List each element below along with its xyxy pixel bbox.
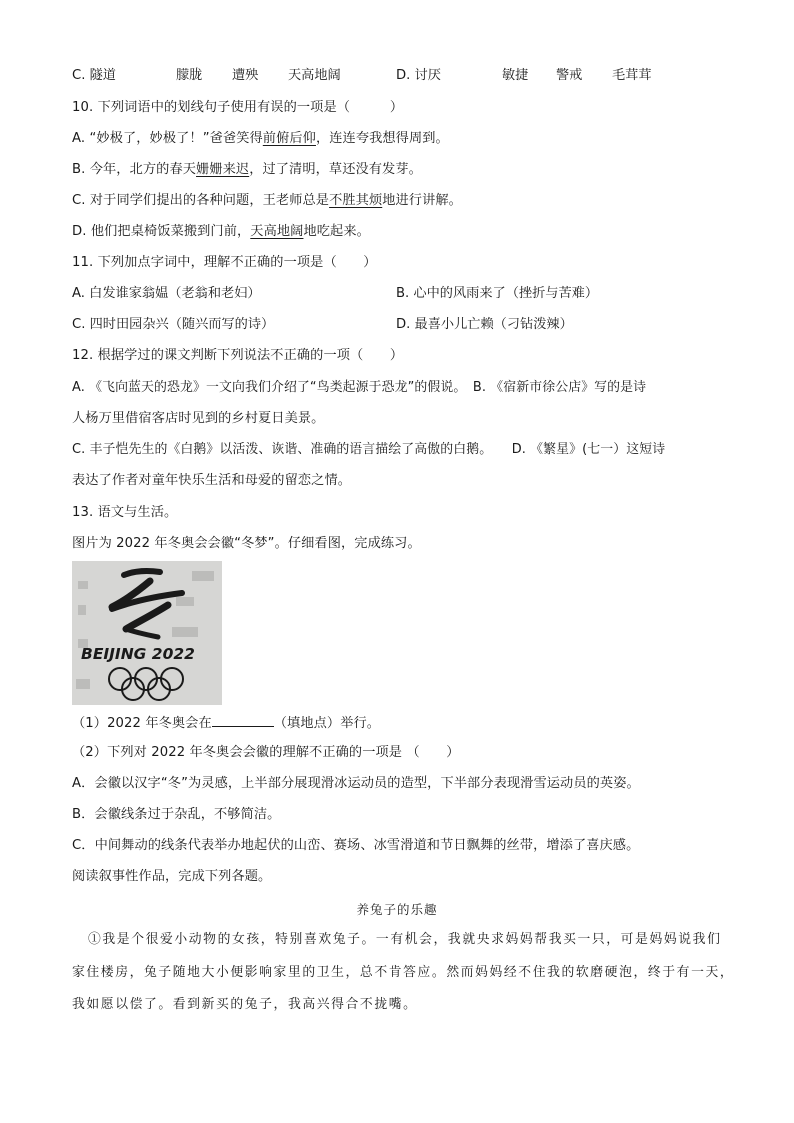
option-c-word-2: 朦胧 <box>176 68 203 83</box>
q10-d-pre: D. 他们把桌椅饭菜搬到门前， <box>72 224 251 239</box>
q10-option-a <box>72 129 449 149</box>
q10-b-pre: B. 今年，北方的春天 <box>72 162 197 177</box>
q13-part2-option-c: C．中间舞动的线条代表举办地起伏的山峦、赛场、冰雪滑道和节日飘舞的丝带，增添了喜庆感。 <box>72 838 640 853</box>
emblem-wordmark: BEIJING 2022 <box>81 645 195 663</box>
q12-options-ab-line2: 人杨万里借宿客店时见到的乡村夏日美景。 <box>72 411 325 426</box>
q10-stem: 10. 下列词语中的划线句子使用有误的一项是（ ） <box>72 100 404 115</box>
q10-d-underlined: 天高地阔 <box>250 224 304 239</box>
q11-option-c: C. 四时田园杂兴（随兴而写的诗） <box>72 317 275 332</box>
q11-option-d: D. 最喜小儿亡赖（刁钻泼辣） <box>396 317 573 332</box>
story-paragraph-line-1: ①我是个很爱小动物的女孩，特别喜欢兔子。一有机会，我就央求妈妈帮我买一只，可是妈妈说我们 <box>88 932 722 947</box>
q10-c-underlined: 不胜其烦 <box>329 193 383 208</box>
q11-stem: 11. 下列加点字词中，理解不正确的一项是（ ） <box>72 255 377 270</box>
q10-a-post: ，连连夸我想得周到。 <box>315 131 449 146</box>
q13-part2-option-b: B．会徽线条过于杂乱，不够简洁。 <box>72 807 281 822</box>
q13-stem: 13. 语文与生活。 <box>72 505 178 520</box>
story-paragraph-line-3: 我如愿以偿了。看到新买的兔子，我高兴得合不拢嘴。 <box>72 997 418 1012</box>
q13-part1-pre: （1）2022 年冬奥会在 <box>72 716 212 731</box>
story-paragraph-line-2: 家住楼房，兔子随地大小便影响家里的卫生，总不肯答应。然而妈妈经不住我的软磨硬泡，终于有一天， <box>72 965 735 980</box>
q10-option-b <box>72 160 422 180</box>
q10-d-post: 地吃起来。 <box>303 224 370 239</box>
option-c-word-4: 天高地阔 <box>288 68 341 83</box>
q10-a-pre: A. “妙极了，妙极了！”爸爸笑得 <box>72 131 263 146</box>
option-c-word-1: C. 隧道 <box>72 68 116 83</box>
q11-option-a: A. 白发谁家翁媪（老翁和老妇） <box>72 286 261 301</box>
q11-option-b: B. 心中的风雨来了（挫折与苦难） <box>396 286 599 301</box>
q10-option-d <box>72 222 370 242</box>
q12-options-cd-line2: 表达了作者对童年快乐生活和母爱的留恋之情。 <box>72 473 352 488</box>
q10-a-underlined: 前俯后仰 <box>262 131 316 146</box>
option-d-word-1: D. 讨厌 <box>396 68 441 83</box>
q13-part2-stem: （2）下列对 2022 年冬奥会会徽的理解不正确的一项是 （ ） <box>72 745 460 760</box>
option-d-word-2: 敏捷 <box>502 68 529 83</box>
q10-c-post: 地进行讲解。 <box>382 193 462 208</box>
option-d-word-3: 警戒 <box>556 68 583 83</box>
story-title: 养兔子的乐趣 <box>356 902 438 917</box>
q13-part1-post: （填地点）举行。 <box>273 716 381 731</box>
option-c-word-3: 遭殃 <box>232 68 259 83</box>
winter-olympics-emblem-image <box>72 561 222 705</box>
q13-intro: 图片为 2022 年冬奥会会徽“冬梦”。仔细看图，完成练习。 <box>72 536 421 551</box>
q10-b-post: ，过了清明，草还没有发芽。 <box>249 162 422 177</box>
emblem-drawing <box>72 561 222 705</box>
q10-b-underlined: 姗姗来迟 <box>196 162 250 177</box>
q13-fill-in-blank[interactable] <box>212 712 274 727</box>
q12-options-ab-line1: A. 《飞向蓝天的恐龙》一文向我们介绍了“鸟类起源于恐龙”的假说。 B. 《宿新市徐公店》写的是诗 <box>72 380 647 395</box>
reading-intro: 阅读叙事性作品，完成下列各题。 <box>72 869 272 884</box>
q10-c-pre: C. 对于同学们提出的各种问题，王老师总是 <box>72 193 330 208</box>
option-d-word-4: 毛茸茸 <box>612 68 652 83</box>
q13-part1 <box>72 712 380 734</box>
q13-part2-option-a: A．会徽以汉字“冬”为灵感，上半部分展现滑冰运动员的造型，下半部分表现滑雪运动员的英姿。 <box>72 776 640 791</box>
q12-stem: 12. 根据学过的课文判断下列说法不正确的一项（ ） <box>72 348 404 363</box>
q10-option-c <box>72 191 462 211</box>
q12-options-cd-line1: C. 丰子恺先生的《白鹅》以活泼、诙谐、准确的语言描绘了高傲的白鹅。 D. 《繁星》(七一）这短诗 <box>72 442 666 457</box>
